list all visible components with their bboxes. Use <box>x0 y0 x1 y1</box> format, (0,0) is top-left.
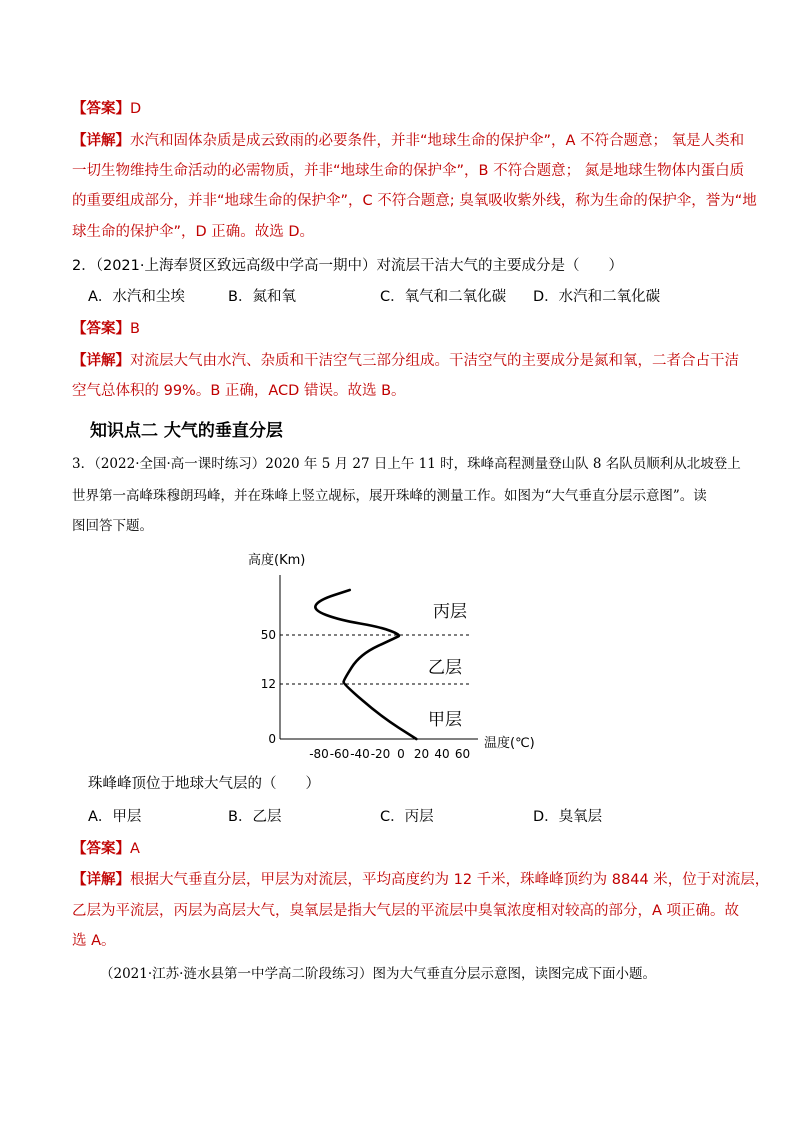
answer-tag: 【答案】 <box>72 841 130 857</box>
x-tick-label: 60 <box>454 747 471 761</box>
x-axis-label: 温度(℃) <box>484 736 535 751</box>
q1-detail-line-2: 一切生物维持生命活动的必需物质，并非“地球生命的保护伞”，B 不符合题意； 氮是地球生物体内蛋白质 <box>72 163 745 179</box>
q1-answer <box>72 98 732 120</box>
detail-tag: 【详解】 <box>72 133 130 149</box>
detail-tag: 【详解】 <box>72 353 130 369</box>
q3-detail-line-3: 选 A。 <box>72 933 116 949</box>
q2-stem: 2．（2021·上海奉贤区致远高级中学高一期中）对流层干洁大气的主要成分是（ ） <box>72 258 623 274</box>
q3-stem-line-3: 图回答下题。 <box>72 518 153 534</box>
x-tick-label: 20 <box>413 747 430 761</box>
q3-detail-line-2: 乙层为平流层，丙层为高层大气，臭氧层是指大气层的平流层中臭氧浓度相对较高的部分，A 项正确。故 <box>72 903 740 919</box>
layer-label: 甲层 <box>428 710 462 730</box>
q3-detail-line-1 <box>72 869 770 891</box>
q1-detail-line-3: 的重要组成部分，并非“地球生命的保护伞”，C 不符合题意; 臭氧吸收紫外线，称为生命的保护伞，誉为“地 <box>72 193 757 209</box>
q1-detail-line-4: 球生命的保护伞”，D 正确。故选 D。 <box>72 224 315 240</box>
x-tick-label: 0 <box>397 747 405 761</box>
q3-answer <box>72 838 732 860</box>
y-axis-label: 高度(Km) <box>248 553 306 568</box>
detail-text: 根据大气垂直分层，甲层为对流层，平均高度约为 12 千米，珠峰峰顶约为 8844 米，位于对流层， <box>130 872 770 888</box>
q2-answer <box>72 318 732 340</box>
q2-option-a: A．水汽和尘埃 <box>88 289 185 305</box>
q3-stem-line-2: 世界第一高峰珠穆朗玛峰，并在珠峰上竖立觇标，展开珠峰的测量工作。如图为“大气垂直分层示意图”。读 <box>72 488 707 504</box>
q2-detail-line-1 <box>72 350 739 372</box>
x-tick-label: 40 <box>434 747 450 761</box>
answer-tag: 【答案】 <box>72 321 130 337</box>
q2-detail-line-2: 空气总体积的 99%。B 正确，ACD 错误。故选 B。 <box>72 383 406 399</box>
layer-label: 丙层 <box>433 602 467 622</box>
x-tick-label: -20 <box>370 747 391 761</box>
layer-label: 乙层 <box>428 658 462 678</box>
temperature-curve <box>315 590 416 739</box>
detail-text: 对流层大气由水汽、杂质和干洁空气三部分组成。干洁空气的主要成分是氮和氧，二者合占干洁 <box>130 353 739 369</box>
detail-tag: 【详解】 <box>72 872 130 888</box>
q3-option-a: A．甲层 <box>88 809 142 825</box>
y-tick-label: 50 <box>260 628 276 642</box>
answer-value: B <box>130 321 140 337</box>
section-title: 知识点二 大气的垂直分层 <box>90 421 283 441</box>
answer-tag: 【答案】 <box>72 101 130 117</box>
x-tick-label: -40 <box>350 747 370 761</box>
q3-option-c: C．丙层 <box>380 809 434 825</box>
y-tick-label: 0 <box>268 732 276 746</box>
x-tick-label: -60 <box>329 747 350 761</box>
q1-detail-line-1 <box>72 130 745 152</box>
x-tick-label: -80 <box>309 747 329 761</box>
q2-option-c: C．氧气和二氧化碳 <box>380 289 507 305</box>
y-tick-label: 12 <box>260 677 276 691</box>
q3-sub-question: 珠峰峰顶位于地球大气层的（ ） <box>88 776 320 792</box>
q2-option-d: D．水汽和二氧化碳 <box>533 289 661 305</box>
q4-stem: （2021·江苏·涟水县第一中学高二阶段练习）图为大气垂直分层示意图，读图完成下面小题。 <box>100 966 656 982</box>
detail-text: 水汽和固体杂质是成云致雨的必要条件，并非“地球生命的保护伞”，A 不符合题意； 氧是人类和 <box>130 133 745 149</box>
answer-value: D <box>130 101 142 117</box>
atmosphere-layer-chart <box>240 545 560 770</box>
q3-option-d: D．臭氧层 <box>533 809 603 825</box>
answer-value: A <box>130 841 140 857</box>
q3-stem-line-1: 3．（2022·全国·高一课时练习）2020 年 5 月 27 日上午 11 时，珠峰高程测量登山队 8 名队员顺利从北坡登上 <box>72 456 741 472</box>
q3-option-b: B．乙层 <box>228 809 282 825</box>
q2-option-b: B．氮和氧 <box>228 289 296 305</box>
